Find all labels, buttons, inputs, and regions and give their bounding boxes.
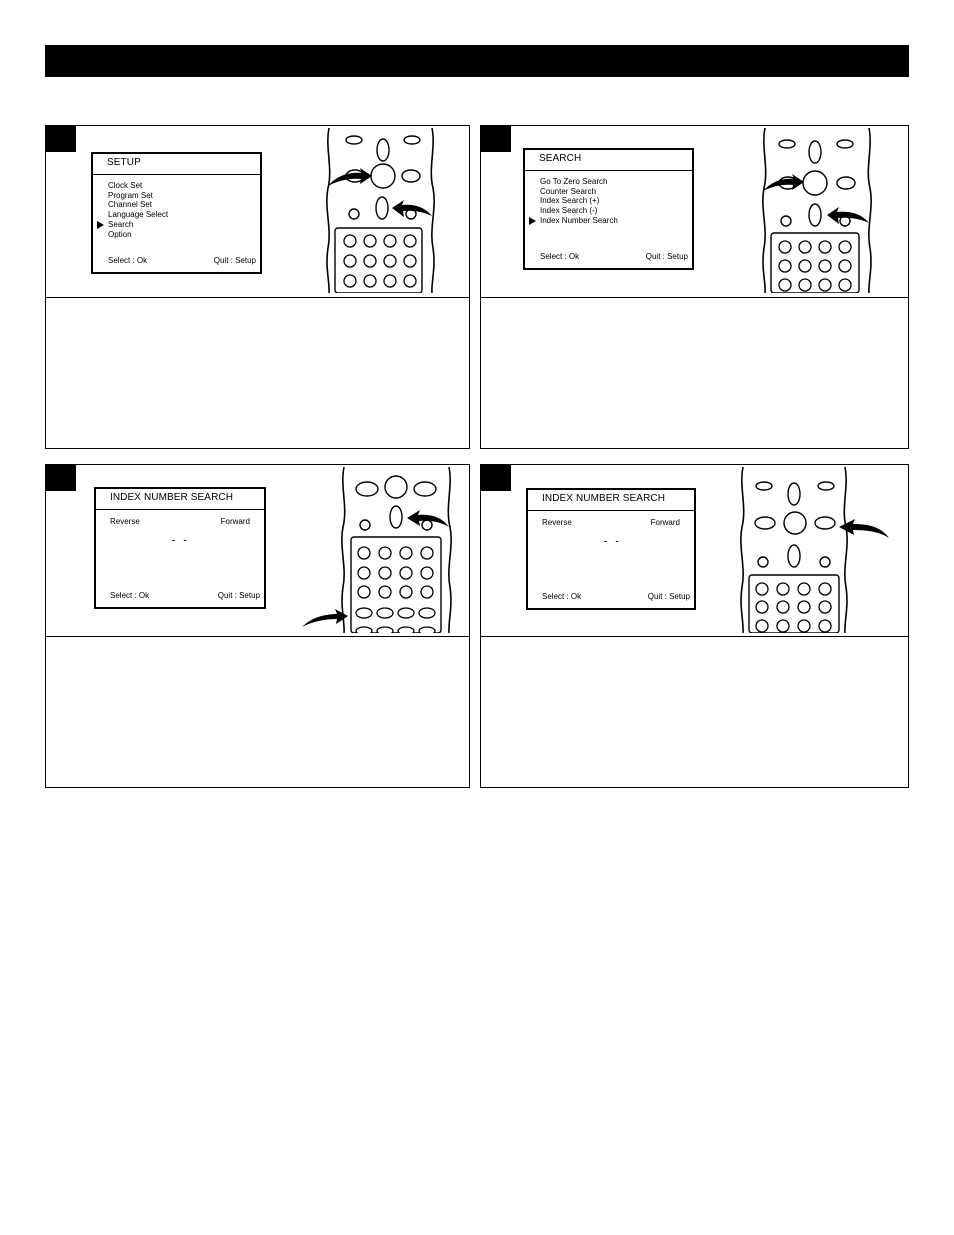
remote-button-shape: [400, 547, 412, 559]
remote-button-shape: [404, 235, 416, 247]
step-panel-4: [480, 464, 909, 788]
remote-button-shape: [448, 467, 451, 633]
step-number-badge: [481, 126, 511, 152]
instruction-text-area: [481, 637, 908, 787]
instruction-text-area: [46, 298, 469, 448]
page-header-bar: [45, 45, 909, 77]
remote-button-shape: [327, 128, 330, 293]
menu-item-index-search-plus[interactable]: Index Search (+): [540, 196, 600, 206]
remote-button: [402, 170, 420, 182]
remote-button-shape: [414, 482, 436, 496]
remote-button-shape: [384, 255, 396, 267]
index-number-search-screen: [94, 487, 266, 609]
remote-button-shape: [788, 545, 800, 567]
remote-button-shape: [799, 279, 811, 291]
remote-button-shape: [781, 216, 791, 226]
remote-button-shape: [777, 620, 789, 632]
step-panel-1: [45, 125, 470, 449]
menu-item-program-set[interactable]: Program Set: [108, 190, 153, 200]
remote-button-shape: [356, 627, 372, 633]
screen-header: [528, 490, 694, 511]
remote-button-shape: [779, 279, 791, 291]
screen-header: [93, 154, 260, 175]
remote-button-shape: [844, 467, 847, 633]
remote-button-shape: [377, 608, 393, 618]
remote-button-shape: [419, 608, 435, 618]
illustration-area: [46, 465, 469, 637]
illustration-area: [481, 126, 908, 298]
remote-button-shape: [404, 255, 416, 267]
menu-item-go-to-zero-search[interactable]: Go To Zero Search: [540, 177, 608, 186]
remote-button: [404, 136, 420, 144]
remote-control-illustration: [296, 467, 470, 633]
remote-button-shape: [839, 241, 851, 253]
remote-button-shape: [819, 279, 831, 291]
remote-setup-button: [809, 204, 821, 226]
remote-ok-button: [371, 164, 395, 188]
step-panel-2: [480, 125, 909, 449]
menu-item-index-number-search[interactable]: Index Number Search: [540, 215, 618, 225]
step-panel-3: [45, 464, 470, 788]
remote-number-button: [356, 608, 372, 618]
remote-button-shape: [344, 235, 356, 247]
remote-button-shape: [421, 586, 433, 598]
screen-title: INDEX NUMBER SEARCH: [542, 493, 666, 504]
menu-item-counter-search[interactable]: Counter Search: [540, 186, 597, 196]
remote-button-shape: [779, 260, 791, 272]
remote-button-shape: [360, 520, 370, 530]
remote-control-illustration: [324, 128, 470, 293]
remote-button-shape: [799, 260, 811, 272]
remote-button-shape: [756, 583, 768, 595]
search-menu-screen: [523, 148, 694, 270]
remote-setup-button: [376, 197, 388, 219]
menu-item-search[interactable]: Search: [108, 220, 168, 230]
remote-button: [346, 136, 362, 144]
remote-button-shape: [384, 275, 396, 287]
reverse-label: Reverse: [542, 518, 572, 527]
remote-button-shape: [358, 567, 370, 579]
remote-button-shape: [819, 601, 831, 613]
footer-quit-hint: Quit : Setup: [213, 256, 256, 265]
index-number-search-screen: [526, 488, 696, 610]
footer-quit-hint: Quit : Setup: [647, 592, 690, 601]
remote-ok-button: [803, 171, 827, 195]
remote-button-shape: [364, 235, 376, 247]
screen-title: SEARCH: [539, 153, 582, 164]
setup-menu-screen: [91, 152, 262, 274]
step-number-badge: [46, 465, 76, 491]
remote-button-shape: [819, 620, 831, 632]
remote-button-shape: [755, 517, 775, 529]
remote-button-shape: [837, 140, 853, 148]
remote-button-shape: [798, 601, 810, 613]
remote-button-shape: [398, 627, 414, 633]
screen-title: INDEX NUMBER SEARCH: [110, 492, 234, 503]
index-number-value: - -: [604, 536, 622, 546]
remote-button-shape: [868, 128, 871, 293]
remote-button-shape: [799, 241, 811, 253]
remote-button: [349, 209, 359, 219]
menu-item-clock-set[interactable]: Clock Set: [108, 181, 143, 190]
remote-button-shape: [419, 627, 435, 633]
illustration-area: [481, 465, 908, 637]
footer-select-hint: Select : Ok: [542, 592, 582, 601]
remote-button-shape: [839, 279, 851, 291]
remote-button-shape: [342, 467, 345, 633]
remote-button-shape: [421, 547, 433, 559]
remote-button-shape: [763, 128, 766, 293]
remote-button-shape: [741, 467, 744, 633]
remote-control-illustration: [761, 128, 909, 293]
reverse-label: Reverse: [110, 517, 140, 526]
search-menu-list: [540, 177, 618, 226]
remote-button-shape: [819, 241, 831, 253]
arrow-to-number-buttons-icon: [302, 609, 348, 627]
remote-button-shape: [818, 482, 834, 490]
remote-button-shape: [364, 275, 376, 287]
remote-button-shape: [820, 557, 830, 567]
remote-control-illustration: [736, 467, 909, 633]
remote-button-shape: [358, 586, 370, 598]
menu-item-channel-set[interactable]: Channel Set: [108, 200, 153, 210]
screen-title: SETUP: [107, 157, 141, 168]
forward-label: Forward: [220, 517, 250, 526]
remote-ok-button: [385, 476, 407, 498]
remote-setup-button: [390, 506, 402, 528]
menu-item-index-search-minus[interactable]: Index Search (-): [540, 206, 598, 216]
remote-button-shape: [384, 235, 396, 247]
remote-button-shape: [379, 547, 391, 559]
remote-button-shape: [819, 260, 831, 272]
footer-quit-hint: Quit : Setup: [217, 591, 260, 600]
index-number-value: - -: [172, 535, 190, 545]
remote-button-shape: [356, 482, 378, 496]
remote-ok-button: [784, 512, 806, 534]
remote-button-shape: [400, 586, 412, 598]
remote-button-shape: [400, 567, 412, 579]
remote-button-shape: [798, 620, 810, 632]
remote-button-shape: [758, 557, 768, 567]
remote-button-shape: [364, 255, 376, 267]
remote-button-shape: [756, 601, 768, 613]
remote-button-shape: [777, 583, 789, 595]
illustration-area: [46, 126, 469, 298]
remote-button-shape: [788, 483, 800, 505]
remote-button: [377, 139, 389, 161]
remote-button-shape: [377, 627, 393, 633]
remote-button-shape: [819, 583, 831, 595]
remote-button-shape: [379, 586, 391, 598]
footer-quit-hint: Quit : Setup: [645, 252, 688, 261]
menu-item-option[interactable]: Option: [108, 229, 132, 239]
remote-button-shape: [421, 567, 433, 579]
remote-button-shape: [839, 260, 851, 272]
instruction-text-area: [481, 298, 908, 448]
footer-select-hint: Select : Ok: [108, 256, 148, 265]
remote-button-shape: [756, 482, 772, 490]
remote-button-shape: [398, 608, 414, 618]
remote-button-shape: [809, 141, 821, 163]
remote-button-shape: [798, 583, 810, 595]
remote-right-button: [815, 517, 835, 529]
remote-button-shape: [756, 620, 768, 632]
step-number-badge: [46, 126, 76, 152]
remote-button-shape: [431, 128, 434, 293]
instruction-text-area: [46, 637, 469, 787]
remote-button-shape: [837, 177, 855, 189]
screen-header: [525, 150, 692, 171]
remote-button-shape: [777, 601, 789, 613]
remote-button-shape: [779, 140, 795, 148]
setup-menu-list: [108, 181, 168, 239]
step-number-badge: [481, 465, 511, 491]
footer-select-hint: Select : Ok: [110, 591, 150, 600]
remote-button-shape: [779, 241, 791, 253]
remote-button-shape: [344, 255, 356, 267]
remote-button-shape: [358, 547, 370, 559]
remote-button-shape: [422, 520, 432, 530]
screen-header: [96, 489, 264, 510]
forward-label: Forward: [650, 518, 680, 527]
menu-item-language-select[interactable]: Language Select: [108, 210, 169, 220]
remote-button-shape: [379, 567, 391, 579]
remote-button-shape: [344, 275, 356, 287]
footer-select-hint: Select : Ok: [540, 252, 580, 261]
remote-button-shape: [404, 275, 416, 287]
